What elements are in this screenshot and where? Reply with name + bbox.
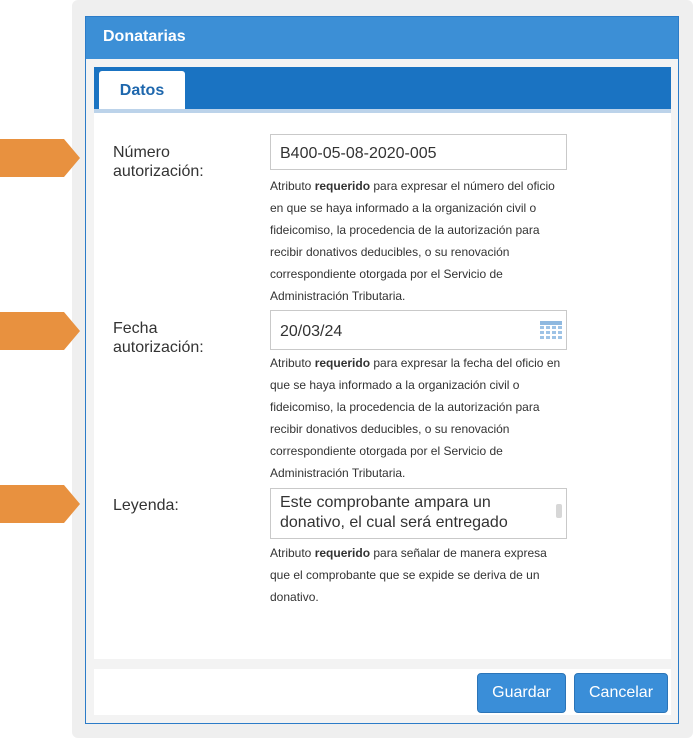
numero-autorizacion-label bbox=[113, 143, 204, 181]
fecha-label-line1: Fecha bbox=[113, 320, 158, 337]
leyenda-textarea[interactable] bbox=[270, 488, 567, 539]
fecha-autorizacion-value: 20/03/24 bbox=[280, 323, 343, 340]
callout-arrow-icon bbox=[0, 139, 80, 177]
dialog-title: Donatarias bbox=[103, 28, 186, 45]
callout-arrow-icon bbox=[0, 485, 80, 523]
numero-help-text: Atributo requerido para expresar el número del oficio en que se haya informado a la organización civil o fideicomiso, la procedencia de la autorización para recibir donativos deducibles, o su renovación correspondiente otorgada por el Servicio de Administración Tributaria. bbox=[270, 179, 555, 303]
fecha-autorizacion-label bbox=[113, 319, 204, 357]
numero-label-line2: autorización: bbox=[113, 163, 204, 180]
cancel-button[interactable]: Cancelar bbox=[574, 673, 668, 713]
numero-autorizacion-input[interactable] bbox=[270, 134, 567, 170]
fecha-help-text: Atributo requerido para expresar la fecha del oficio en que se haya informado a la organización civil o fideicomiso, la procedencia de la autorización para recibir donativos deducibles, o su renovación correspondiente otorgada por el Servicio de Administración Tributaria. bbox=[270, 356, 561, 480]
leyenda-value: Este comprobante ampara un donativo, el cual será entregado bbox=[280, 494, 508, 531]
calendar-icon[interactable] bbox=[540, 321, 562, 339]
dialog-titlebar bbox=[86, 17, 678, 59]
numero-label-line1: Número bbox=[113, 144, 170, 161]
fecha-autorizacion-input[interactable] bbox=[270, 310, 567, 350]
leyenda-scrollbar[interactable] bbox=[556, 504, 562, 518]
numero-autorizacion-value: B400-05-08-2020-005 bbox=[280, 145, 437, 162]
tab-datos[interactable]: Datos bbox=[99, 71, 185, 109]
leyenda-help-text: Atributo requerido para señalar de manera expresa que el comprobante que se expide se deriva de un donativo. bbox=[270, 546, 547, 604]
leyenda-label: Leyenda: bbox=[113, 497, 179, 514]
fecha-label-line2: autorización: bbox=[113, 339, 204, 356]
save-button[interactable]: Guardar bbox=[477, 673, 566, 713]
callout-arrow-icon bbox=[0, 312, 80, 350]
tab-bar bbox=[94, 67, 671, 113]
